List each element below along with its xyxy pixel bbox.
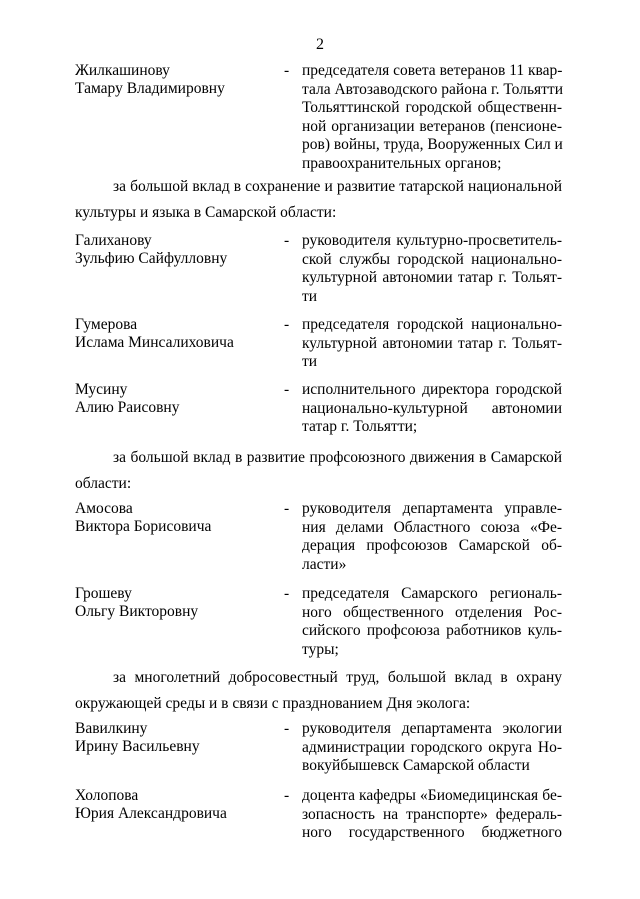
name-line: Грошеву xyxy=(75,585,132,602)
position-line: зопасность на транспорте» федераль- xyxy=(302,805,562,823)
person-name xyxy=(75,500,275,536)
position-line: руководителя культурно-просветитель- xyxy=(302,232,562,249)
position-line: сийского профсоюза работников куль- xyxy=(302,622,562,639)
person-position xyxy=(302,720,562,776)
position-line: туры; xyxy=(302,640,339,658)
person-position xyxy=(302,381,562,437)
page-number: 2 xyxy=(316,36,324,53)
position-line: председателя городской национально- xyxy=(302,316,562,333)
person-name xyxy=(75,381,275,417)
person-position xyxy=(302,62,562,173)
person-name xyxy=(75,316,275,352)
position-line: ласти» xyxy=(302,555,347,573)
dash-separator: - xyxy=(284,720,290,737)
section-line: за многолетний добросовестный труд, большой вклад в охрану xyxy=(113,669,562,686)
person-position xyxy=(302,585,562,659)
position-line: Тольяттинской городской общественн- xyxy=(302,99,562,116)
name-line: Мусину xyxy=(75,381,128,398)
position-line: ного общественного отделения Рос- xyxy=(302,603,562,621)
name-line: Жилкашинову xyxy=(75,62,170,79)
position-line: ской службы городской национально- xyxy=(302,250,562,268)
name-line: Вавилкину xyxy=(75,720,148,737)
dash-separator: - xyxy=(284,585,290,602)
name-line: Холопова xyxy=(75,787,139,804)
position-line: культурной автономии татар г. Тольят- xyxy=(302,269,562,286)
name-line: Ислама Минсалиховича xyxy=(75,334,234,351)
position-line: исполнительного директора городской xyxy=(302,381,562,398)
section-line: культуры и языка в Самарской области: xyxy=(75,204,337,221)
person-name xyxy=(75,720,275,756)
position-line: ной организации ветеранов (пенсионе- xyxy=(302,117,562,135)
section-line: за большой вклад в сохранение и развитие татарской национальной xyxy=(113,178,562,195)
person-name xyxy=(75,232,275,268)
position-line: правоохранительных органов; xyxy=(302,154,502,172)
name-line: Гумерова xyxy=(75,316,138,333)
dash-separator: - xyxy=(284,500,290,517)
position-line: ти xyxy=(302,287,318,305)
name-line: Галиханову xyxy=(75,232,152,249)
position-line: администрации городского округа Но- xyxy=(302,738,562,756)
dash-separator: - xyxy=(284,381,290,398)
dash-separator: - xyxy=(284,787,290,804)
position-line: ти xyxy=(302,353,318,370)
person-position xyxy=(302,232,562,306)
dash-separator: - xyxy=(284,62,290,79)
name-line: Алию Раисовну xyxy=(75,399,180,416)
position-line: вокуйбышевск Самарской области xyxy=(302,757,530,774)
name-line: Виктора Борисовича xyxy=(75,518,212,535)
person-name xyxy=(75,585,275,621)
section-line: за большой вклад в развитие профсоюзного движения в Самарской xyxy=(113,449,562,466)
position-line: ного государственного бюджетного xyxy=(302,824,562,841)
position-line: ров) войны, труда, Вооруженных Сил и xyxy=(302,136,563,153)
position-line: ния делами Областного союза «Фе- xyxy=(302,518,562,536)
position-line: национально-культурной автономии xyxy=(302,399,562,417)
name-line: Тамару Владимировну xyxy=(75,80,225,97)
name-line: Зульфию Сайфулловну xyxy=(75,250,228,267)
name-line: Амосова xyxy=(75,500,133,517)
position-line: председателя совета ветеранов 11 квар- xyxy=(302,62,563,79)
dash-separator: - xyxy=(284,232,290,249)
dash-separator: - xyxy=(284,316,290,333)
position-line: тала Автозаводского района г. Тольятти xyxy=(302,80,563,98)
person-name xyxy=(75,62,275,98)
position-line: председателя Самарского региональ- xyxy=(302,585,562,602)
position-line: дерация профсоюзов Самарской об- xyxy=(302,537,562,554)
section-line: окружающей среды и в связи с празднованием Дня эколога: xyxy=(75,695,471,712)
person-position xyxy=(302,787,562,843)
position-line: доцента кафедры «Биомедицинская бе- xyxy=(302,787,562,804)
person-name xyxy=(75,787,275,823)
name-line: Ирину Васильевну xyxy=(75,738,200,755)
position-line: руководителя департамента управле- xyxy=(302,500,562,517)
name-line: Юрия Александровича xyxy=(75,805,227,822)
section-line: области: xyxy=(75,475,132,492)
name-line: Ольгу Викторовну xyxy=(75,603,199,620)
person-position xyxy=(302,316,562,372)
position-line: татар г. Тольятти; xyxy=(302,418,418,435)
person-position xyxy=(302,500,562,574)
position-line: руководителя департамента экологии xyxy=(302,720,562,737)
position-line: культурной автономии татар г. Тольят- xyxy=(302,334,562,352)
